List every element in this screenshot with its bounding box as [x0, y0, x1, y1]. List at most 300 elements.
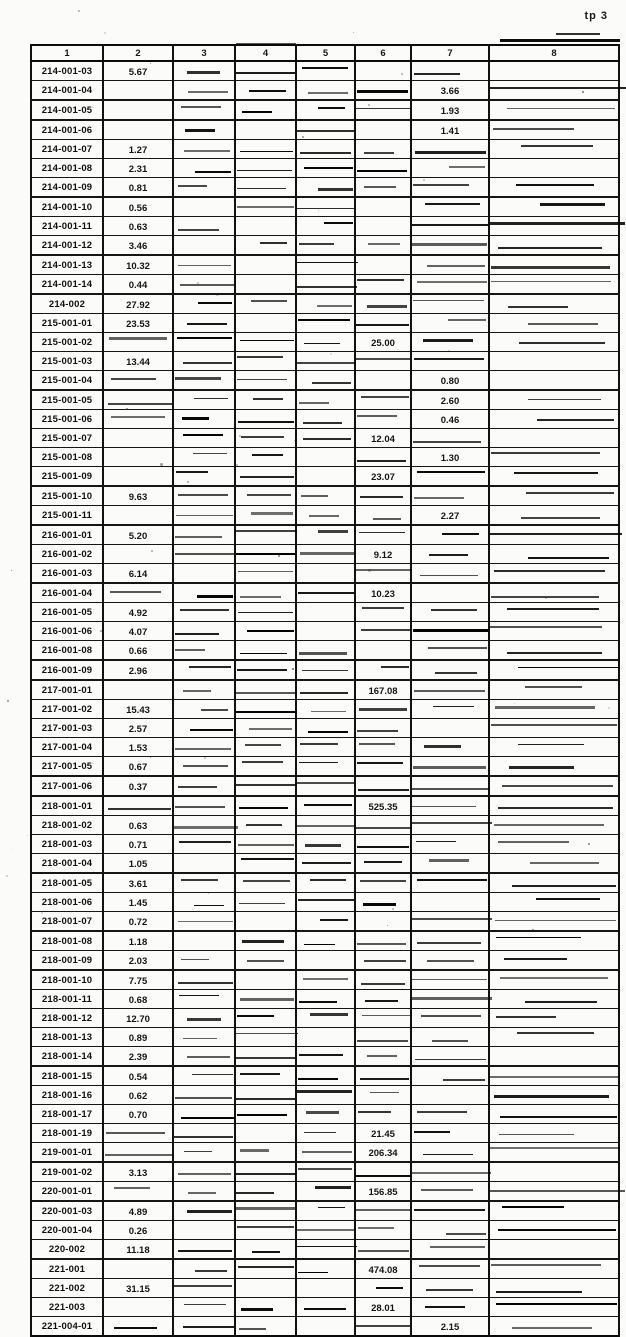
scan-dash-line	[299, 1054, 343, 1056]
scan-dash-line	[507, 108, 615, 110]
table-row	[31, 236, 619, 256]
scan-dash-line	[297, 1229, 354, 1231]
value-cell-3	[173, 275, 235, 295]
scan-dash-line	[194, 398, 228, 400]
scan-dash-line	[174, 826, 238, 828]
cell-value: 167.08	[368, 686, 398, 697]
scan-dash-line	[175, 377, 221, 379]
value-cell-3	[173, 680, 235, 700]
value-cell-2	[103, 1221, 173, 1240]
scan-dash-line	[236, 692, 297, 694]
scan-dash-line	[237, 1114, 287, 1116]
scan-dash-line	[412, 918, 492, 921]
value-cell-5	[296, 1221, 355, 1240]
value-cell-4	[235, 816, 296, 835]
value-cell-5	[296, 854, 355, 874]
scan-artifact-bar	[556, 33, 600, 35]
value-cell-8	[489, 776, 619, 796]
scan-dash-line	[201, 709, 228, 711]
value-cell-8	[489, 333, 619, 352]
value-cell-4	[235, 410, 296, 429]
scan-dash-line	[297, 208, 354, 209]
cell-value: 21.45	[371, 1129, 395, 1140]
value-cell-3	[173, 912, 235, 932]
value-cell-7	[411, 467, 489, 487]
scan-dash-line	[189, 666, 231, 668]
scan-dash-line	[238, 844, 293, 845]
row-id-cell: 221-001	[31, 1259, 103, 1279]
scan-dash-line	[491, 1264, 601, 1266]
scan-speck	[292, 668, 294, 670]
value-cell-2	[103, 525, 173, 545]
value-cell-3	[173, 1221, 235, 1240]
value-cell-5	[296, 835, 355, 854]
scan-dash-line	[443, 1079, 485, 1081]
column-header-5: 5	[296, 45, 355, 61]
cell-value: 2.03	[128, 956, 148, 967]
value-cell-7	[411, 757, 489, 777]
scan-dash-line	[519, 342, 605, 344]
value-cell-7	[411, 120, 489, 140]
row-id-cell: 220-001-01	[31, 1182, 103, 1202]
value-cell-2	[103, 951, 173, 971]
value-cell-7	[411, 1086, 489, 1105]
scan-dash-line	[362, 607, 404, 609]
value-cell-7	[411, 738, 489, 757]
cell-value: 15.43	[126, 705, 150, 716]
scan-dash-line	[417, 471, 485, 473]
scan-dash-line	[429, 554, 469, 556]
column-header-4: 4	[235, 45, 296, 61]
scan-dash-line	[237, 356, 283, 358]
value-cell-8	[489, 217, 619, 236]
value-cell-8	[489, 159, 619, 178]
scan-dash-line	[175, 536, 222, 538]
value-cell-4	[235, 583, 296, 603]
value-cell-8	[489, 757, 619, 777]
table-row	[31, 931, 619, 951]
scan-dash-line	[357, 762, 403, 764]
value-cell-6	[355, 854, 411, 874]
value-cell-4	[235, 1240, 296, 1260]
cell-value: 2.15	[440, 1322, 460, 1333]
scan-dash-line	[178, 494, 228, 496]
value-cell-2	[103, 641, 173, 661]
table-row	[31, 429, 619, 448]
value-cell-4	[235, 100, 296, 120]
scan-dash-line	[498, 1229, 616, 1231]
value-cell-7	[411, 140, 489, 159]
value-cell-7	[411, 429, 489, 448]
scan-dash-line	[240, 151, 294, 152]
scan-dash-line	[247, 494, 291, 496]
column-header-1: 1	[31, 45, 103, 61]
row-id-cell: 217-001-01	[31, 680, 103, 700]
scan-dash-line	[236, 1207, 295, 1209]
value-cell-6	[355, 1105, 411, 1124]
value-cell-6	[355, 1009, 411, 1028]
value-cell-7	[411, 100, 489, 120]
row-id-cell: 215-001-08	[31, 448, 103, 467]
value-cell-3	[173, 120, 235, 140]
value-cell-5	[296, 970, 355, 990]
value-cell-7	[411, 314, 489, 333]
row-id-cell: 218-001-09	[31, 951, 103, 971]
row-id-cell: 216-001-08	[31, 641, 103, 661]
scan-dash-line	[435, 672, 477, 674]
scan-dash-line	[260, 242, 287, 244]
scan-dash-line	[365, 1000, 398, 1001]
value-cell-3	[173, 1028, 235, 1047]
scan-dash-line	[192, 1074, 233, 1076]
scan-dash-line	[491, 452, 600, 454]
row-id-cell: 215-001-02	[31, 333, 103, 352]
value-cell-7	[411, 1105, 489, 1124]
scan-dash-line	[184, 150, 231, 152]
cell-value: 0.63	[128, 222, 148, 233]
value-cell-5	[296, 1162, 355, 1182]
value-cell-5	[296, 622, 355, 641]
scan-dash-line	[428, 647, 487, 649]
scan-dash-line	[174, 1285, 232, 1287]
scan-dash-line	[299, 243, 334, 246]
scan-dash-line	[356, 1175, 412, 1177]
scan-dash-line	[360, 1078, 409, 1081]
column-header-3: 3	[173, 45, 235, 61]
value-cell-5	[296, 1143, 355, 1163]
scan-dash-line	[528, 557, 608, 560]
value-cell-6	[355, 1240, 411, 1260]
table-row	[31, 486, 619, 506]
value-cell-7	[411, 1162, 489, 1182]
value-cell-4	[235, 854, 296, 874]
value-cell-4	[235, 951, 296, 971]
row-id-cell: 216-001-04	[31, 583, 103, 603]
scan-dash-line	[357, 730, 398, 732]
table-row	[31, 854, 619, 874]
scan-dash-line	[528, 323, 598, 325]
row-id-cell: 214-001-06	[31, 120, 103, 140]
table-row	[31, 217, 619, 236]
scan-dash-line	[245, 744, 281, 746]
scan-dash-line	[494, 824, 604, 826]
value-cell-7	[411, 835, 489, 854]
row-id-cell: 218-001-05	[31, 873, 103, 893]
scan-speck	[310, 606, 311, 607]
scan-dash-line	[249, 90, 286, 92]
value-cell-8	[489, 603, 619, 622]
scan-dash-line	[300, 152, 351, 154]
cell-value: 2.39	[128, 1052, 148, 1063]
value-cell-3	[173, 525, 235, 545]
value-cell-4	[235, 448, 296, 467]
value-cell-6	[355, 120, 411, 140]
cell-value: 0.66	[128, 646, 148, 657]
table-row	[31, 1066, 619, 1086]
value-cell-8	[489, 1143, 619, 1163]
cell-value: 31.15	[126, 1284, 150, 1295]
value-cell-8	[489, 140, 619, 159]
value-cell-7	[411, 873, 489, 893]
row-id-cell: 214-001-09	[31, 178, 103, 198]
scan-dash-line	[448, 319, 485, 321]
table-row	[31, 81, 619, 101]
value-cell-6	[355, 236, 411, 256]
value-cell-2	[103, 140, 173, 159]
cell-value: 4.89	[128, 1207, 148, 1218]
value-cell-2	[103, 255, 173, 275]
table-header	[31, 45, 619, 61]
value-cell-2	[103, 120, 173, 140]
value-cell-2	[103, 61, 173, 81]
value-cell-5	[296, 81, 355, 101]
row-id-cell: 215-001-05	[31, 390, 103, 410]
value-cell-4	[235, 61, 296, 81]
scan-dash-line	[176, 515, 233, 517]
value-cell-5	[296, 641, 355, 661]
value-cell-7	[411, 970, 489, 990]
scan-dash-line	[240, 340, 295, 341]
scan-dash-line	[446, 1233, 486, 1235]
scan-dash-line	[417, 879, 488, 881]
value-cell-5	[296, 1066, 355, 1086]
value-cell-8	[489, 314, 619, 333]
scan-dash-line	[105, 1154, 171, 1157]
value-cell-7	[411, 217, 489, 236]
value-cell-4	[235, 990, 296, 1009]
row-id-cell: 221-002	[31, 1279, 103, 1298]
value-cell-5	[296, 816, 355, 835]
value-cell-6	[355, 525, 411, 545]
table-row	[31, 719, 619, 738]
table-row	[31, 1028, 619, 1047]
value-cell-7	[411, 506, 489, 526]
scan-dash-line	[249, 728, 292, 730]
value-cell-4	[235, 1028, 296, 1047]
value-cell-3	[173, 1317, 235, 1337]
value-cell-5	[296, 796, 355, 816]
value-cell-3	[173, 1279, 235, 1298]
table-row	[31, 410, 619, 429]
value-cell-3	[173, 333, 235, 352]
scan-dash-line	[362, 1015, 410, 1017]
scan-dash-line	[237, 1015, 275, 1017]
scan-dash-line	[239, 903, 285, 905]
value-cell-6	[355, 893, 411, 912]
table-row	[31, 912, 619, 932]
row-id-cell: 218-001-06	[31, 893, 103, 912]
value-cell-2	[103, 81, 173, 101]
value-cell-7	[411, 371, 489, 391]
scan-dash-line	[381, 666, 409, 668]
scan-dash-line	[363, 903, 396, 906]
value-cell-3	[173, 100, 235, 120]
scan-dash-line	[430, 1246, 485, 1248]
cell-value: 3.66	[440, 86, 460, 97]
value-cell-6	[355, 738, 411, 757]
scan-dash-line	[412, 997, 492, 1000]
cell-value: 28.01	[371, 1303, 395, 1314]
cell-value: 4.92	[128, 608, 148, 619]
value-cell-4	[235, 603, 296, 622]
scan-dash-line	[425, 1306, 466, 1308]
value-cell-6	[355, 796, 411, 816]
scan-dash-line	[247, 960, 284, 962]
scan-speck	[78, 10, 80, 12]
scan-dash-line	[176, 471, 208, 474]
scan-dash-line	[240, 476, 294, 478]
value-cell-8	[489, 197, 619, 217]
table-row	[31, 275, 619, 295]
value-cell-3	[173, 506, 235, 526]
scan-dash-line	[414, 1209, 484, 1211]
scan-dash-line	[310, 879, 347, 881]
value-cell-4	[235, 931, 296, 951]
value-cell-2	[103, 197, 173, 217]
value-cell-8	[489, 1105, 619, 1124]
scan-dash-line	[500, 977, 607, 979]
scan-dash-line	[302, 862, 350, 863]
scan-dash-line	[526, 492, 614, 494]
cell-value: 1.53	[128, 743, 148, 754]
value-cell-4	[235, 1298, 296, 1317]
scan-dash-line	[318, 188, 353, 191]
scan-speck	[423, 179, 425, 181]
row-id-cell: 214-001-10	[31, 197, 103, 217]
value-cell-5	[296, 893, 355, 912]
scan-dash-line	[357, 415, 397, 417]
scan-dash-line	[302, 670, 348, 672]
value-cell-5	[296, 178, 355, 198]
scan-speck	[11, 570, 12, 571]
table-row	[31, 776, 619, 796]
table-row	[31, 1279, 619, 1298]
value-cell-2	[103, 1009, 173, 1028]
value-cell-6	[355, 1124, 411, 1143]
value-cell-7	[411, 448, 489, 467]
scan-speck	[6, 875, 8, 877]
value-cell-8	[489, 371, 619, 391]
table-row	[31, 622, 619, 641]
scan-dash-line	[236, 1192, 274, 1194]
value-cell-5	[296, 776, 355, 796]
row-id-cell: 220-002	[31, 1240, 103, 1260]
scan-dash-line	[300, 552, 354, 555]
value-cell-2	[103, 1066, 173, 1086]
value-cell-7	[411, 1028, 489, 1047]
value-cell-8	[489, 1279, 619, 1298]
value-cell-7	[411, 641, 489, 661]
value-cell-4	[235, 120, 296, 140]
value-cell-5	[296, 951, 355, 971]
scan-dash-line	[299, 402, 329, 404]
value-cell-8	[489, 583, 619, 603]
scan-dash-line	[178, 229, 220, 231]
cell-value: 525.35	[368, 802, 398, 813]
scan-dash-line	[504, 958, 567, 960]
row-id-cell: 214-001-05	[31, 100, 103, 120]
scan-dash-line	[491, 266, 610, 269]
value-cell-4	[235, 622, 296, 641]
value-cell-4	[235, 738, 296, 757]
row-id-cell: 215-001-01	[31, 314, 103, 333]
value-cell-3	[173, 738, 235, 757]
value-cell-4	[235, 429, 296, 448]
value-cell-8	[489, 564, 619, 584]
table-row	[31, 525, 619, 545]
scan-dash-line	[240, 1073, 280, 1075]
table-row	[31, 159, 619, 178]
scan-dash-line	[361, 396, 409, 398]
value-cell-3	[173, 1086, 235, 1105]
row-id-cell: 218-001-11	[31, 990, 103, 1009]
scan-dash-line	[183, 1038, 217, 1040]
cell-value: 7.75	[128, 976, 148, 987]
value-cell-2	[103, 931, 173, 951]
value-cell-6	[355, 835, 411, 854]
value-cell-7	[411, 275, 489, 295]
cell-value: 0.68	[128, 995, 148, 1006]
value-cell-7	[411, 1182, 489, 1202]
scan-dash-line	[182, 417, 209, 420]
table-row	[31, 390, 619, 410]
value-cell-7	[411, 159, 489, 178]
scan-dash-line	[179, 841, 230, 843]
value-cell-8	[489, 100, 619, 120]
scan-dash-line	[530, 862, 599, 865]
scan-dash-line	[507, 608, 599, 610]
value-cell-2	[103, 467, 173, 487]
value-cell-5	[296, 314, 355, 333]
table-row	[31, 197, 619, 217]
scan-dash-line	[412, 822, 492, 824]
scan-dash-line	[490, 533, 622, 535]
scan-dash-line	[297, 782, 354, 784]
cell-value: 206.34	[368, 1148, 398, 1159]
value-cell-3	[173, 1201, 235, 1221]
value-cell-8	[489, 1124, 619, 1143]
table-row	[31, 1124, 619, 1143]
row-id-cell: 218-001-16	[31, 1086, 103, 1105]
value-cell-6	[355, 641, 411, 661]
row-id-cell: 217-001-06	[31, 776, 103, 796]
value-cell-3	[173, 564, 235, 584]
row-id-cell: 215-001-04	[31, 371, 103, 391]
value-cell-3	[173, 410, 235, 429]
scan-dash-line	[300, 743, 338, 745]
scan-dash-line	[241, 1308, 273, 1310]
value-cell-8	[489, 352, 619, 371]
scan-dash-line	[425, 203, 480, 205]
scan-dash-line	[412, 806, 476, 808]
scan-dash-line	[184, 1304, 226, 1306]
scan-dash-line	[356, 1325, 410, 1327]
cell-value: 13.44	[126, 357, 150, 368]
value-cell-8	[489, 622, 619, 641]
scan-dash-line	[175, 649, 205, 651]
value-cell-8	[489, 429, 619, 448]
value-cell-6	[355, 1086, 411, 1105]
column-header-6: 6	[355, 45, 411, 61]
row-id-cell: 215-001-11	[31, 506, 103, 526]
value-cell-7	[411, 333, 489, 352]
value-cell-7	[411, 796, 489, 816]
value-cell-7	[411, 854, 489, 874]
value-cell-3	[173, 1182, 235, 1202]
scan-dash-line	[502, 1206, 565, 1208]
cell-value: 3.46	[128, 241, 148, 252]
scan-dash-line	[490, 222, 625, 225]
